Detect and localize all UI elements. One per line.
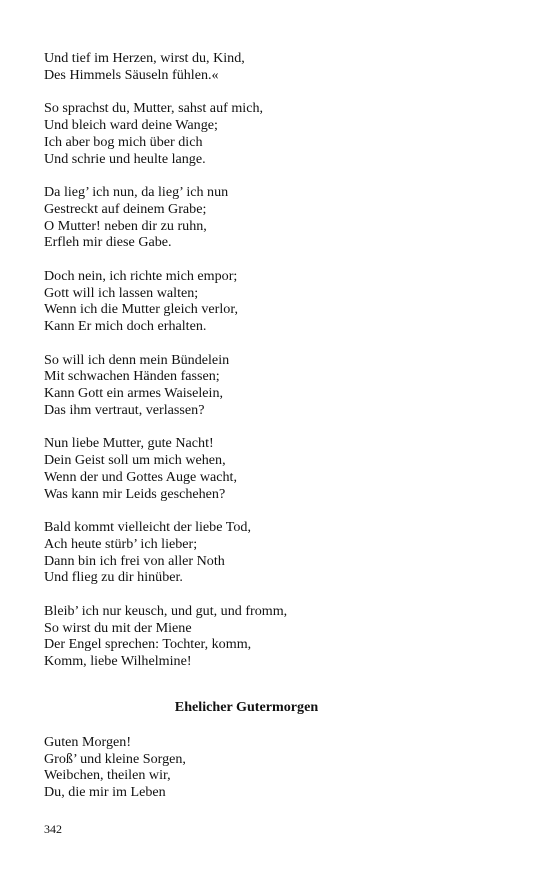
verse-line: Gestreckt auf deinem Grabe; [44,200,207,217]
verse-line: Wenn der und Gottes Auge wacht, [44,468,237,485]
stanza [44,519,514,586]
verse-line: Guten Morgen! [44,733,132,750]
poem-title: Ehelicher Gutermorgen [174,699,319,716]
stanza [44,268,514,335]
verse-line: Und bleich ward deine Wange; [44,116,218,133]
verse-line: Und tief im Herzen, wirst du, Kind, [44,50,245,66]
verse-line: Ach heute stürb’ ich lieber; [44,535,198,552]
stanza [44,603,514,670]
verse-line: Und flieg zu dir hinüber. [44,569,183,586]
verse-line: So will ich denn mein Bündelein [44,351,230,368]
verse-line: Groß’ und kleine Sorgen, [44,750,186,767]
verse-line: Und schrie und heulte lange. [44,150,206,167]
verse-line: Ich aber bog mich über dich [44,133,203,150]
verse-line: Was kann mir Leids geschehen? [44,485,226,502]
verse-line: Mit schwachen Händen fassen; [44,368,220,385]
page-number: 342 [44,822,62,836]
verse-line: Bald kommt vielleicht der liebe Tod, [44,519,251,536]
verse-line: So wirst du mit der Miene [44,619,192,636]
verse-line: Erfleh mir diese Gabe. [44,234,172,251]
verse-line: Weibchen, theilen wir, [44,767,171,784]
verse-line: Dann bin ich frei von aller Noth [44,552,225,569]
verse-line: Bleib’ ich nur keusch, und gut, und fromm, [44,602,288,619]
stanza [44,435,514,502]
verse-line: Doch nein, ich richte mich empor; [44,267,238,284]
verse-line: Der Engel sprechen: Tochter, komm, [44,636,252,653]
stanza [44,184,514,251]
verse-line: Du, die mir im Leben [44,784,166,801]
verse-line: Kann Gott ein armes Waiselein, [44,385,224,402]
verse-line: Des Himmels Säuseln fühlen.« [44,66,219,83]
verse-line: Kann Er mich doch erhalten. [44,318,207,335]
verse-line: Gott will ich lassen walten; [44,284,199,301]
verse-line: Nun liebe Mutter, gute Nacht! [44,435,214,452]
page-body [44,50,514,818]
verse-line: O Mutter! neben dir zu ruhn, [44,217,207,234]
verse-line: Dein Geist soll um mich wehen, [44,452,226,469]
stanza [44,50,514,84]
verse-line: Das ihm vertraut, verlassen? [44,401,205,418]
verse-line: So sprachst du, Mutter, sahst auf mich, [44,100,264,117]
verse-line: Wenn ich die Mutter gleich verlor, [44,301,238,318]
stanza [44,100,514,167]
stanza [44,734,514,801]
verse-line: Da lieg’ ich nun, da lieg’ ich nun [44,183,229,200]
stanza [44,352,514,419]
verse-line: Komm, liebe Wilhelmine! [44,653,192,670]
